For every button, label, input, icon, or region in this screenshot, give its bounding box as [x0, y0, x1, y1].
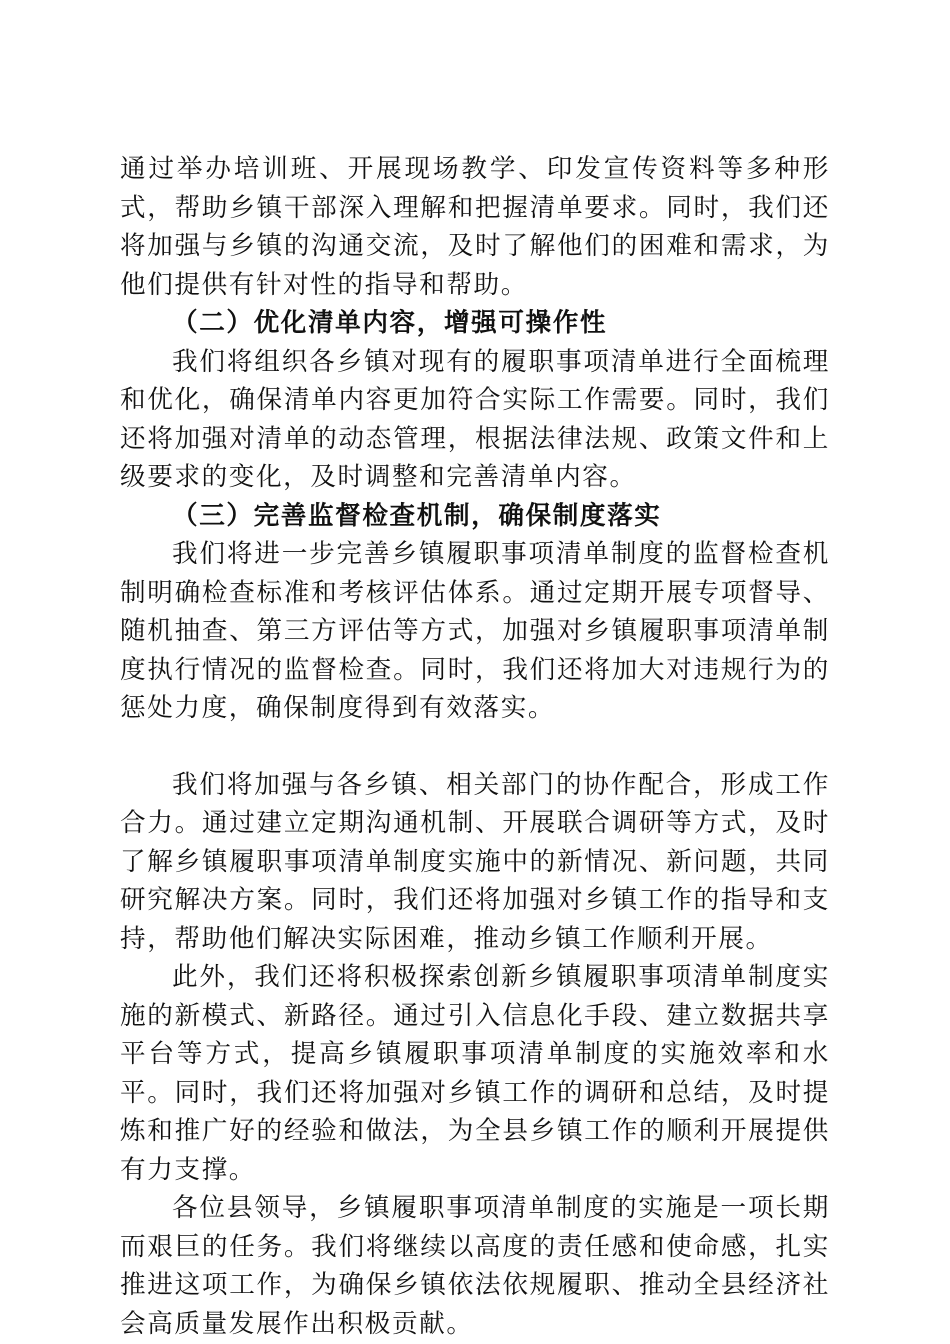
paragraph-supervision: 我们将进一步完善乡镇履职事项清单制度的监督检查机制明确检查标准和考核评估体系。通过定期开展专项督导、随机抽查、第三方评估等方式，加强对乡镇履职事项清单制度执行情况的监督检查。同时，我们还将加大对违规行为的惩处力度，确保制度得到有效落实。	[120, 539, 830, 723]
paragraph-conclusion: 各位县领导，乡镇履职事项清单制度的实施是一项长期而艰巨的任务。我们将继续以高度的责任感和使命感，扎实推进这项工作，为确保乡镇依法依规履职、推动全县经济社会高质量发展作出积极贡献。	[120, 1193, 830, 1339]
paragraph-cooperation: 我们将加强与各乡镇、相关部门的协作配合，形成工作合力。通过建立定期沟通机制、开展联合调研等方式，及时了解乡镇履职事项清单制度实施中的新情况、新问题，共同研究解决方案。同时，我们还将加强对乡镇工作的指导和支持，帮助他们解决实际困难，推动乡镇工作顺利开展。	[120, 769, 830, 954]
paragraph-training-support: 通过举办培训班、开展现场教学、印发宣传资料等多种形式，帮助乡镇干部深入理解和把握清单要求。同时，我们还将加强与乡镇的沟通交流，及时了解他们的困难和需求，为他们提供有针对性的指导和帮助。	[120, 154, 830, 300]
paragraph-optimize-list: 我们将组织各乡镇对现有的履职事项清单进行全面梳理和优化，确保清单内容更加符合实际工作需要。同时，我们还将加强对清单的动态管理，根据法律法规、政策文件和上级要求的变化，及时调整和完善清单内容。	[120, 346, 830, 492]
section-heading-optimize-list: （二）优化清单内容，增强可操作性	[172, 308, 608, 338]
document-body	[120, 150, 830, 1343]
section-heading-supervision: （三）完善监督检查机制，确保制度落实	[172, 500, 662, 531]
paragraph-gap	[120, 728, 830, 766]
paragraph-innovation: 此外，我们还将积极探索创新乡镇履职事项清单制度实施的新模式、新路径。通过引入信息化手段、建立数据共享平台等方式，提高乡镇履职事项清单制度的实施效率和水平。同时，我们还将加强对乡镇工作的调研和总结，及时提炼和推广好的经验和做法，为全县乡镇工作的顺利开展提供有力支撑。	[120, 962, 830, 1185]
